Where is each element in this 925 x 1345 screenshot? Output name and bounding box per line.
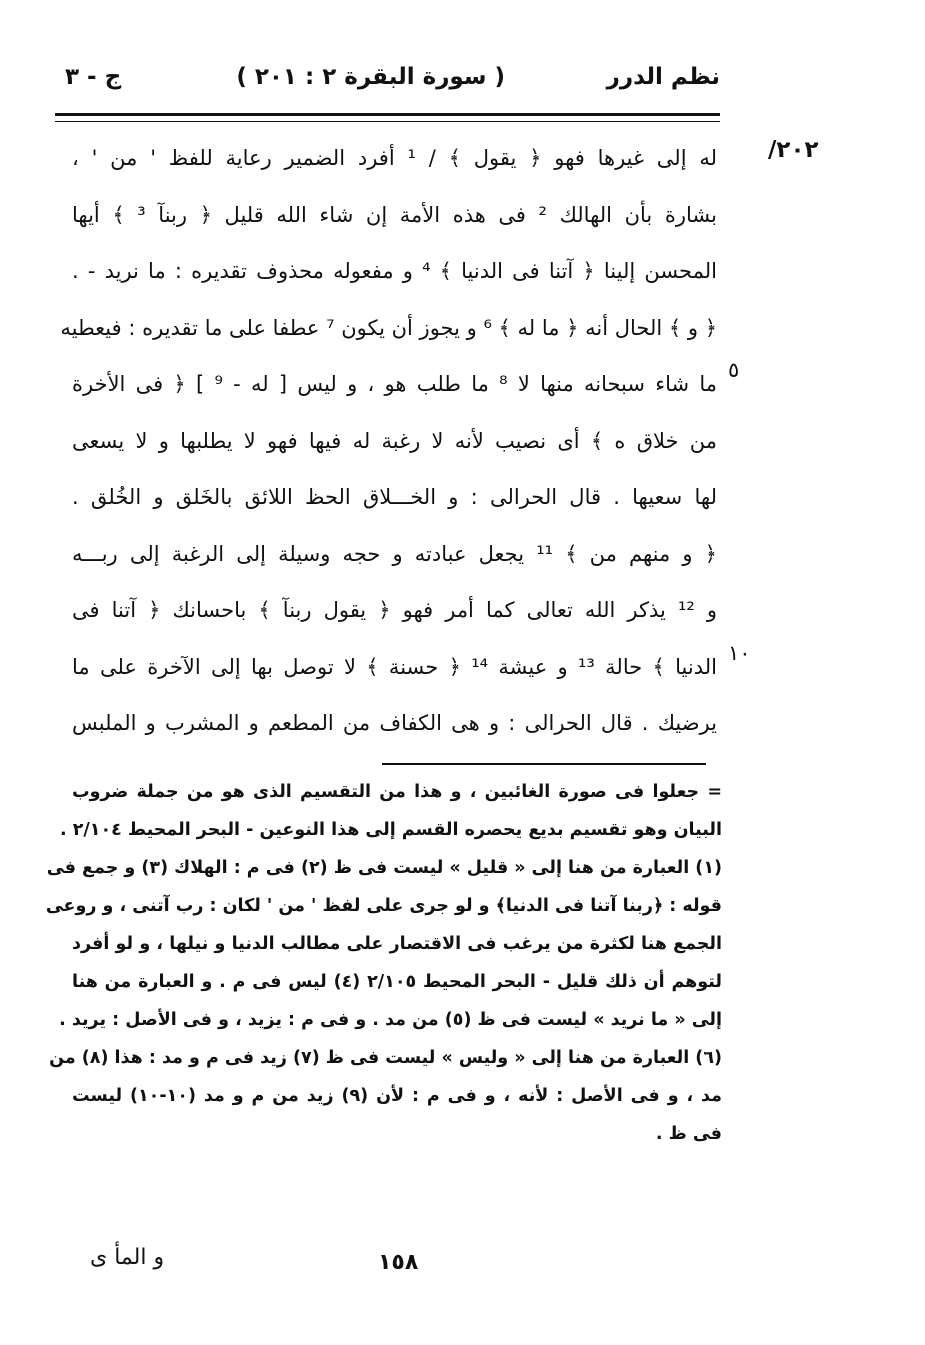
surah-reference: ( سورة البقرة ٢ : ٢٠١ ) [236,64,505,90]
page-number: ١٥٨ [378,1250,419,1275]
text-line: له إلى غيرها فهو ﴿ يقول ﴾ / ¹ أفرد الضمير رعاية للفظ ' من ' ، [72,146,717,170]
footnote-line: لتوهم أن ذلك قليل - البحر المحيط ٢/١٠٥ (٤) ليس فى م . و العبارة من هنا [72,972,722,992]
text-line: لها سعيها . قال الحرالى : و الخـــلاق الحظ اللائق بالخَلق و الخُلق . [72,485,717,509]
text-line: ﴿ و ﴾ الحال أنه ﴿ ما له ﴾ ⁶ و يجوز أن يكون ⁷ عطفا على ما تقديره : فيعطيه [60,315,717,340]
header-rule-thick [55,113,720,116]
footnote-line: فى ظ . [655,1124,722,1144]
footnote-line: إلى « ما نريد » ليست فى ظ (٥) من مد . و فى م : يزيد ، و فى الأصل : يريد . [59,1010,722,1030]
catchword: و المأ ى [90,1245,165,1270]
footnote-line: البيان وهو تقسيم بديع يحصره القسم إلى هذا النوعين - البحر المحيط ٢/١٠٤ . [59,820,722,840]
text-line: ﴿ و منهم من ﴾ ¹¹ يجعل عبادته و حجه وسيلة إلى الرغبة إلى ربـــه [72,541,717,566]
footnote-line: = جعلوا فى صورة الغائبين ، و هذا من التقسيم الذى هو من جملة ضروب [72,782,722,802]
header-rule-thin [55,121,720,122]
footnote-line: (٦) العبارة من هنا إلى « وليس » ليست فى ظ (٧) زيد فى م و مد : هذا (٨) من [49,1048,722,1068]
footnote-line: الجمع هنا لكثرة من يرغب فى الاقتصار على مطالب الدنيا و نيلها ، و لو أفرد [72,934,722,954]
text-line: بشارة بأن الهالك ² فى هذه الأمة إن شاء الله قليل ﴿ ربنآ ³ ﴾ أيها [72,202,717,227]
footnote-line: قوله : ﴿ربنا آتنا فى الدنيا﴾ و لو جرى على لفظ ' من ' لكان : رب آتنى ، و روعى [45,896,722,916]
footnote-line: مد ، و فى الأصل : لأنه ، و فى م : لأن (٩) زيد من م و مد (١٠-١٠) ليست [72,1086,722,1106]
footnote-line: (١) العبارة من هنا إلى « قليل » ليست فى ظ (٢) فى م : الهلاك (٣) و جمع فى [46,858,722,878]
footnotes-block [45,773,722,1153]
text-line: يرضيك . قال الحرالى : و هى الكفاف من المطعم و المشرب و الملبس [72,711,717,735]
line-number-5: ٥ [728,358,740,382]
footnote-separator [382,763,706,765]
text-line: ما شاء سبحانه منها لا ⁸ ما طلب هو ، و ليس [ له - ⁹ ] ﴿ فى الأخرة [72,372,718,396]
verse-number: ٢٠٢/ [768,137,819,163]
book-title: نظم الدرر [606,64,720,90]
text-line: و ¹² يذكر الله تعالى كما أمر فهو ﴿ يقول ربنآ ﴾ باحسانك ﴿ آتنا فى [72,598,717,622]
main-text-block [60,130,718,752]
text-line: من خلاق ه ﴾ أى نصيب لأنه لا رغبة له فيها فهو لا يطلبها و لا يسعى [72,428,717,453]
text-line: المحسن إلينا ﴿ آتنا فى الدنيا ﴾ ⁴ و مفعوله محذوف تقديره : ما نريد - . [72,259,717,283]
running-header [55,60,720,104]
line-number-10: ١٠ [728,641,751,665]
volume-label: ج - ٣ [65,64,122,90]
text-line: الدنيا ﴾ حالة ¹³ و عيشة ¹⁴ ﴿ حسنة ﴾ لا توصل بها إلى الآخرة على ما [72,654,717,679]
